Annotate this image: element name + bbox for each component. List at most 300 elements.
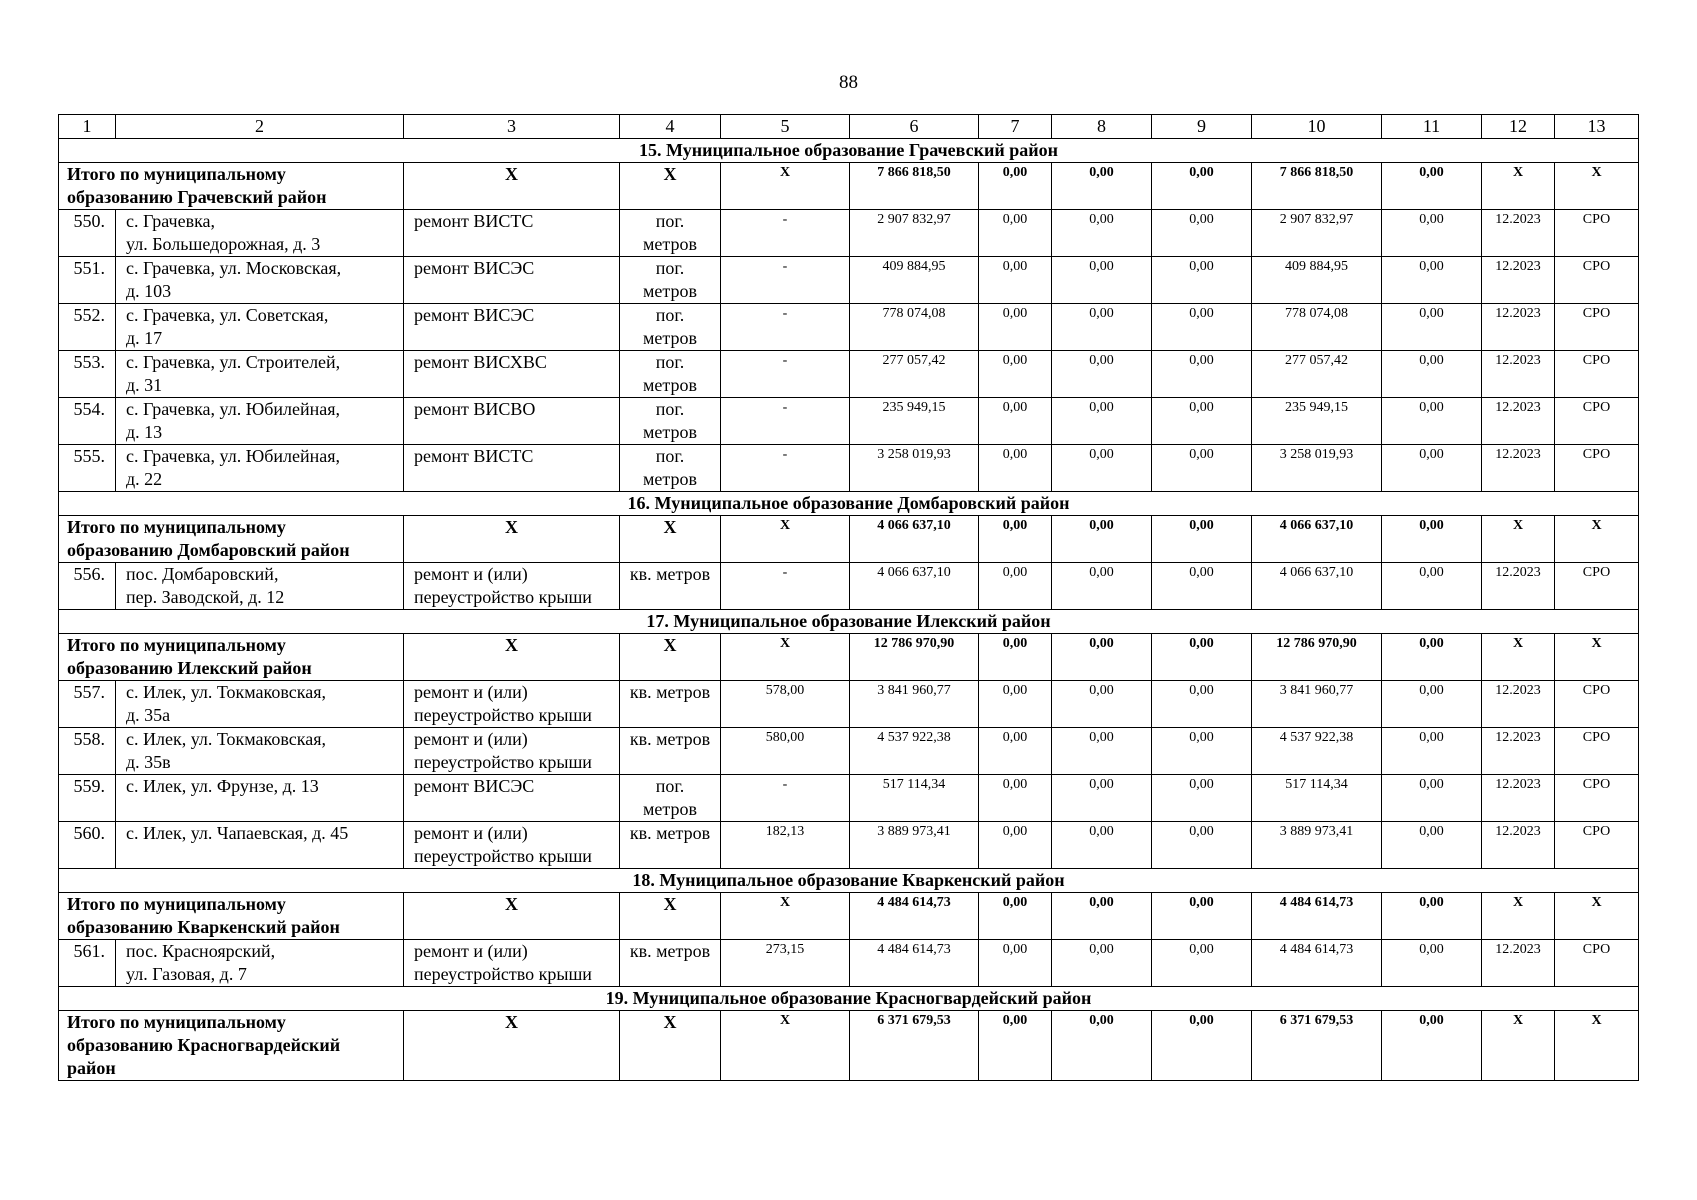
column-number: 4 (620, 115, 721, 139)
column-number: 10 (1252, 115, 1382, 139)
col-6-cell: 3 258 019,93 (850, 445, 979, 492)
total-label (59, 1011, 404, 1081)
address-cell (116, 775, 404, 822)
work-type-line: ремонт и (или) (414, 941, 528, 961)
total-col-11: 0,00 (1382, 893, 1482, 940)
total-col-12: Х (1482, 893, 1555, 940)
row-number: 559. (59, 775, 116, 822)
total-col-9: 0,00 (1152, 163, 1252, 210)
col-9-cell: 0,00 (1152, 210, 1252, 257)
unit-line: метров (643, 422, 697, 442)
total-col-6: 4 066 637,10 (850, 516, 979, 563)
address-cell (116, 445, 404, 492)
total-col-12: Х (1482, 516, 1555, 563)
total-label-line: Итого по муниципальному (67, 1012, 286, 1032)
unit-line: пог. (655, 305, 685, 325)
total-col-8: 0,00 (1052, 1011, 1152, 1081)
total-label (59, 516, 404, 563)
work-type-line: ремонт ВИСТС (414, 211, 534, 231)
total-label-line: Итого по муниципальному (67, 635, 286, 655)
total-col-11: 0,00 (1382, 634, 1482, 681)
address-cell (116, 304, 404, 351)
col-7-cell: 0,00 (979, 351, 1052, 398)
unit-cell (620, 728, 721, 775)
table-row (59, 681, 1639, 728)
work-type-line: переустройство крыши (414, 705, 592, 725)
unit-line: кв. метров (629, 682, 711, 702)
table-row (59, 940, 1639, 987)
col-12-cell: 12.2023 (1482, 563, 1555, 610)
repair-program-table (58, 114, 1639, 1081)
row-number: 551. (59, 257, 116, 304)
col-12-cell: 12.2023 (1482, 398, 1555, 445)
col-9-cell: 0,00 (1152, 940, 1252, 987)
col-8-cell: 0,00 (1052, 398, 1152, 445)
col-7-cell: 0,00 (979, 681, 1052, 728)
col-9-cell: 0,00 (1152, 351, 1252, 398)
total-col-8: 0,00 (1052, 634, 1152, 681)
address-line: д. 35в (126, 752, 171, 772)
col-9-cell: 0,00 (1152, 822, 1252, 869)
col-6-cell: 277 057,42 (850, 351, 979, 398)
work-type-line: ремонт ВИСЭС (414, 305, 535, 325)
column-number: 3 (404, 115, 620, 139)
total-label-line: Итого по муниципальному (67, 517, 286, 537)
column-number: 9 (1152, 115, 1252, 139)
unit-line: пог. (655, 776, 685, 796)
total-col-6: 12 786 970,90 (850, 634, 979, 681)
col-13-cell: СРО (1555, 940, 1639, 987)
col-8-cell: 0,00 (1052, 681, 1152, 728)
address-cell (116, 728, 404, 775)
col-11-cell: 0,00 (1382, 398, 1482, 445)
section-total-row (59, 1011, 1639, 1081)
col-13-cell: СРО (1555, 681, 1639, 728)
work-type-line: ремонт и (или) (414, 564, 528, 584)
total-unit-x: Х (620, 516, 721, 563)
table-row (59, 257, 1639, 304)
total-work-x: Х (404, 516, 620, 563)
col-10-cell: 3 889 973,41 (1252, 822, 1382, 869)
col-7-cell: 0,00 (979, 563, 1052, 610)
total-unit-x: Х (620, 163, 721, 210)
work-type-cell (404, 304, 620, 351)
column-number: 1 (59, 115, 116, 139)
col-10-cell: 4 484 614,73 (1252, 940, 1382, 987)
section-total-row (59, 163, 1639, 210)
total-col-7: 0,00 (979, 163, 1052, 210)
total-col-13: Х (1555, 163, 1639, 210)
total-col-13: Х (1555, 893, 1639, 940)
table-row (59, 210, 1639, 257)
unit-line: метров (643, 375, 697, 395)
total-label-line: образованию Илекский район (67, 658, 312, 678)
volume-cell: 580,00 (721, 728, 850, 775)
total-volume: Х (721, 893, 850, 940)
col-7-cell: 0,00 (979, 940, 1052, 987)
total-col-12: Х (1482, 634, 1555, 681)
col-12-cell: 12.2023 (1482, 681, 1555, 728)
address-line: с. Грачевка, (126, 211, 216, 231)
col-12-cell: 12.2023 (1482, 210, 1555, 257)
work-type-cell (404, 775, 620, 822)
section-title: 17. Муниципальное образование Илекский район (59, 610, 1639, 634)
unit-cell (620, 563, 721, 610)
total-col-10: 12 786 970,90 (1252, 634, 1382, 681)
total-col-12: Х (1482, 163, 1555, 210)
total-col-6: 4 484 614,73 (850, 893, 979, 940)
col-10-cell: 3 841 960,77 (1252, 681, 1382, 728)
address-line: с. Илек, ул. Чапаевская, д. 45 (126, 823, 349, 843)
unit-line: кв. метров (629, 729, 711, 749)
unit-line: метров (643, 469, 697, 489)
col-7-cell: 0,00 (979, 398, 1052, 445)
total-work-x: Х (404, 634, 620, 681)
address-line: пос. Красноярский, (126, 941, 276, 961)
section-total-row (59, 893, 1639, 940)
volume-cell: - (721, 351, 850, 398)
total-col-7: 0,00 (979, 634, 1052, 681)
work-type-line: ремонт и (или) (414, 729, 528, 749)
volume-cell: 273,15 (721, 940, 850, 987)
volume-cell: - (721, 210, 850, 257)
address-cell (116, 681, 404, 728)
col-9-cell: 0,00 (1152, 728, 1252, 775)
col-8-cell: 0,00 (1052, 351, 1152, 398)
table-row (59, 728, 1639, 775)
col-8-cell: 0,00 (1052, 775, 1152, 822)
table-row (59, 398, 1639, 445)
unit-cell (620, 398, 721, 445)
unit-cell (620, 445, 721, 492)
section-title: 18. Муниципальное образование Кваркенский район (59, 869, 1639, 893)
address-line: с. Грачевка, ул. Московская, (126, 258, 342, 278)
col-9-cell: 0,00 (1152, 681, 1252, 728)
address-line: с. Илек, ул. Токмаковская, (126, 729, 326, 749)
volume-cell: 182,13 (721, 822, 850, 869)
col-13-cell: СРО (1555, 822, 1639, 869)
col-8-cell: 0,00 (1052, 563, 1152, 610)
total-label (59, 163, 404, 210)
section-title: 15. Муниципальное образование Грачевский район (59, 139, 1639, 163)
col-11-cell: 0,00 (1382, 257, 1482, 304)
total-label (59, 893, 404, 940)
col-13-cell: СРО (1555, 398, 1639, 445)
col-8-cell: 0,00 (1052, 257, 1152, 304)
col-8-cell: 0,00 (1052, 304, 1152, 351)
total-label-line: образованию Домбаровский район (67, 540, 350, 560)
address-cell (116, 210, 404, 257)
col-10-cell: 277 057,42 (1252, 351, 1382, 398)
total-col-7: 0,00 (979, 893, 1052, 940)
section-title: 19. Муниципальное образование Красногвардейский район (59, 987, 1639, 1011)
volume-cell: - (721, 563, 850, 610)
table-row (59, 304, 1639, 351)
col-11-cell: 0,00 (1382, 822, 1482, 869)
total-col-10: 4 484 614,73 (1252, 893, 1382, 940)
work-type-line: переустройство крыши (414, 964, 592, 984)
col-9-cell: 0,00 (1152, 304, 1252, 351)
column-number: 13 (1555, 115, 1639, 139)
unit-cell (620, 681, 721, 728)
total-unit-x: Х (620, 893, 721, 940)
row-number: 556. (59, 563, 116, 610)
section-title-row (59, 869, 1639, 893)
col-6-cell: 3 889 973,41 (850, 822, 979, 869)
col-12-cell: 12.2023 (1482, 728, 1555, 775)
work-type-cell (404, 940, 620, 987)
address-line: с. Грачевка, ул. Юбилейная, (126, 399, 341, 419)
address-line: с. Илек, ул. Фрунзе, д. 13 (126, 776, 319, 796)
total-col-11: 0,00 (1382, 516, 1482, 563)
col-13-cell: СРО (1555, 445, 1639, 492)
unit-cell (620, 210, 721, 257)
total-label-line: образованию Кваркенский район (67, 917, 340, 937)
total-col-13: Х (1555, 634, 1639, 681)
address-cell (116, 351, 404, 398)
row-number: 558. (59, 728, 116, 775)
col-11-cell: 0,00 (1382, 775, 1482, 822)
address-line: д. 17 (126, 328, 163, 348)
volume-cell: - (721, 304, 850, 351)
total-work-x: Х (404, 163, 620, 210)
column-number: 12 (1482, 115, 1555, 139)
col-10-cell: 235 949,15 (1252, 398, 1382, 445)
total-label-line: образованию Грачевский район (67, 187, 327, 207)
col-10-cell: 4 066 637,10 (1252, 563, 1382, 610)
work-type-line: ремонт ВИСЭС (414, 776, 535, 796)
column-number: 11 (1382, 115, 1482, 139)
total-col-7: 0,00 (979, 516, 1052, 563)
col-11-cell: 0,00 (1382, 210, 1482, 257)
volume-cell: 578,00 (721, 681, 850, 728)
total-col-6: 6 371 679,53 (850, 1011, 979, 1081)
col-10-cell: 778 074,08 (1252, 304, 1382, 351)
col-10-cell: 4 537 922,38 (1252, 728, 1382, 775)
col-12-cell: 12.2023 (1482, 445, 1555, 492)
unit-line: метров (643, 281, 697, 301)
work-type-cell (404, 681, 620, 728)
total-col-9: 0,00 (1152, 516, 1252, 563)
col-8-cell: 0,00 (1052, 728, 1152, 775)
unit-cell (620, 822, 721, 869)
col-8-cell: 0,00 (1052, 940, 1152, 987)
work-type-cell (404, 210, 620, 257)
address-line: с. Илек, ул. Токмаковская, (126, 682, 326, 702)
col-11-cell: 0,00 (1382, 728, 1482, 775)
work-type-line: ремонт ВИСХВС (414, 352, 547, 372)
column-number: 5 (721, 115, 850, 139)
volume-cell: - (721, 398, 850, 445)
col-9-cell: 0,00 (1152, 775, 1252, 822)
total-label (59, 634, 404, 681)
unit-cell (620, 775, 721, 822)
work-type-line: ремонт ВИСВО (414, 399, 536, 419)
total-label-line: образованию Красногвардейский (67, 1035, 341, 1055)
address-cell (116, 940, 404, 987)
total-col-6: 7 866 818,50 (850, 163, 979, 210)
total-col-12: Х (1482, 1011, 1555, 1081)
work-type-cell (404, 257, 620, 304)
col-11-cell: 0,00 (1382, 445, 1482, 492)
address-line: д. 22 (126, 469, 163, 489)
address-line: д. 13 (126, 422, 163, 442)
col-12-cell: 12.2023 (1482, 822, 1555, 869)
section-title-row (59, 987, 1639, 1011)
table-row (59, 563, 1639, 610)
work-type-line: ремонт и (или) (414, 682, 528, 702)
col-13-cell: СРО (1555, 257, 1639, 304)
unit-line: метров (643, 799, 697, 819)
unit-line: кв. метров (629, 823, 711, 843)
col-12-cell: 12.2023 (1482, 775, 1555, 822)
col-12-cell: 12.2023 (1482, 304, 1555, 351)
total-work-x: Х (404, 1011, 620, 1081)
col-10-cell: 2 907 832,97 (1252, 210, 1382, 257)
col-7-cell: 0,00 (979, 304, 1052, 351)
total-col-11: 0,00 (1382, 1011, 1482, 1081)
total-col-8: 0,00 (1052, 893, 1152, 940)
address-line: пер. Заводской, д. 12 (126, 587, 285, 607)
total-col-8: 0,00 (1052, 516, 1152, 563)
column-number: 8 (1052, 115, 1152, 139)
address-line: ул. Большедорожная, д. 3 (126, 234, 321, 254)
total-col-9: 0,00 (1152, 634, 1252, 681)
col-9-cell: 0,00 (1152, 563, 1252, 610)
work-type-cell (404, 822, 620, 869)
unit-cell (620, 304, 721, 351)
address-line: д. 35а (126, 705, 171, 725)
unit-line: пог. (655, 258, 685, 278)
work-type-cell (404, 728, 620, 775)
unit-cell (620, 940, 721, 987)
work-type-cell (404, 398, 620, 445)
table-row (59, 351, 1639, 398)
col-10-cell: 517 114,34 (1252, 775, 1382, 822)
total-volume: Х (721, 1011, 850, 1081)
volume-cell: - (721, 445, 850, 492)
unit-line: метров (643, 234, 697, 254)
col-6-cell: 517 114,34 (850, 775, 979, 822)
section-title-row (59, 610, 1639, 634)
total-label-line: Итого по муниципальному (67, 164, 286, 184)
work-type-line: переустройство крыши (414, 587, 592, 607)
row-number: 557. (59, 681, 116, 728)
address-line: с. Грачевка, ул. Юбилейная, (126, 446, 341, 466)
col-8-cell: 0,00 (1052, 445, 1152, 492)
unit-line: пог. (655, 446, 685, 466)
total-col-13: Х (1555, 1011, 1639, 1081)
col-12-cell: 12.2023 (1482, 351, 1555, 398)
address-cell (116, 822, 404, 869)
col-6-cell: 409 884,95 (850, 257, 979, 304)
col-6-cell: 778 074,08 (850, 304, 979, 351)
unit-line: кв. метров (629, 564, 711, 584)
total-col-10: 6 371 679,53 (1252, 1011, 1382, 1081)
unit-line: метров (643, 328, 697, 348)
work-type-line: переустройство крыши (414, 752, 592, 772)
col-13-cell: СРО (1555, 351, 1639, 398)
unit-line: пог. (655, 352, 685, 372)
total-unit-x: Х (620, 1011, 721, 1081)
col-6-cell: 4 484 614,73 (850, 940, 979, 987)
row-number: 552. (59, 304, 116, 351)
col-11-cell: 0,00 (1382, 563, 1482, 610)
col-9-cell: 0,00 (1152, 257, 1252, 304)
col-13-cell: СРО (1555, 210, 1639, 257)
section-title-row (59, 492, 1639, 516)
total-volume: Х (721, 163, 850, 210)
section-total-row (59, 516, 1639, 563)
col-11-cell: 0,00 (1382, 351, 1482, 398)
column-number-row (59, 115, 1639, 139)
total-volume: Х (721, 516, 850, 563)
work-type-cell (404, 563, 620, 610)
col-8-cell: 0,00 (1052, 210, 1152, 257)
column-number: 7 (979, 115, 1052, 139)
col-7-cell: 0,00 (979, 728, 1052, 775)
total-unit-x: Х (620, 634, 721, 681)
col-12-cell: 12.2023 (1482, 257, 1555, 304)
unit-line: кв. метров (629, 941, 711, 961)
col-11-cell: 0,00 (1382, 940, 1482, 987)
total-col-8: 0,00 (1052, 163, 1152, 210)
unit-line: пог. (655, 211, 685, 231)
total-col-13: Х (1555, 516, 1639, 563)
section-title-row (59, 139, 1639, 163)
address-line: д. 103 (126, 281, 172, 301)
address-line: с. Грачевка, ул. Советская, (126, 305, 329, 325)
col-8-cell: 0,00 (1052, 822, 1152, 869)
row-number: 550. (59, 210, 116, 257)
col-10-cell: 409 884,95 (1252, 257, 1382, 304)
total-volume: Х (721, 634, 850, 681)
row-number: 555. (59, 445, 116, 492)
col-7-cell: 0,00 (979, 210, 1052, 257)
column-number: 2 (116, 115, 404, 139)
total-label-line: район (67, 1058, 116, 1078)
unit-cell (620, 351, 721, 398)
address-line: с. Грачевка, ул. Строителей, (126, 352, 341, 372)
unit-line: пог. (655, 399, 685, 419)
total-col-10: 7 866 818,50 (1252, 163, 1382, 210)
row-number: 560. (59, 822, 116, 869)
col-6-cell: 2 907 832,97 (850, 210, 979, 257)
col-7-cell: 0,00 (979, 775, 1052, 822)
work-type-line: ремонт и (или) (414, 823, 528, 843)
col-13-cell: СРО (1555, 775, 1639, 822)
table-row (59, 445, 1639, 492)
col-7-cell: 0,00 (979, 822, 1052, 869)
col-10-cell: 3 258 019,93 (1252, 445, 1382, 492)
address-cell (116, 398, 404, 445)
col-9-cell: 0,00 (1152, 445, 1252, 492)
table-row (59, 775, 1639, 822)
work-type-line: ремонт ВИСЭС (414, 258, 535, 278)
col-13-cell: СРО (1555, 563, 1639, 610)
work-type-cell (404, 445, 620, 492)
address-cell (116, 563, 404, 610)
total-label-line: Итого по муниципальному (67, 894, 286, 914)
row-number: 561. (59, 940, 116, 987)
total-col-9: 0,00 (1152, 893, 1252, 940)
col-11-cell: 0,00 (1382, 681, 1482, 728)
col-6-cell: 3 841 960,77 (850, 681, 979, 728)
col-6-cell: 235 949,15 (850, 398, 979, 445)
col-12-cell: 12.2023 (1482, 940, 1555, 987)
col-7-cell: 0,00 (979, 445, 1052, 492)
column-number: 6 (850, 115, 979, 139)
